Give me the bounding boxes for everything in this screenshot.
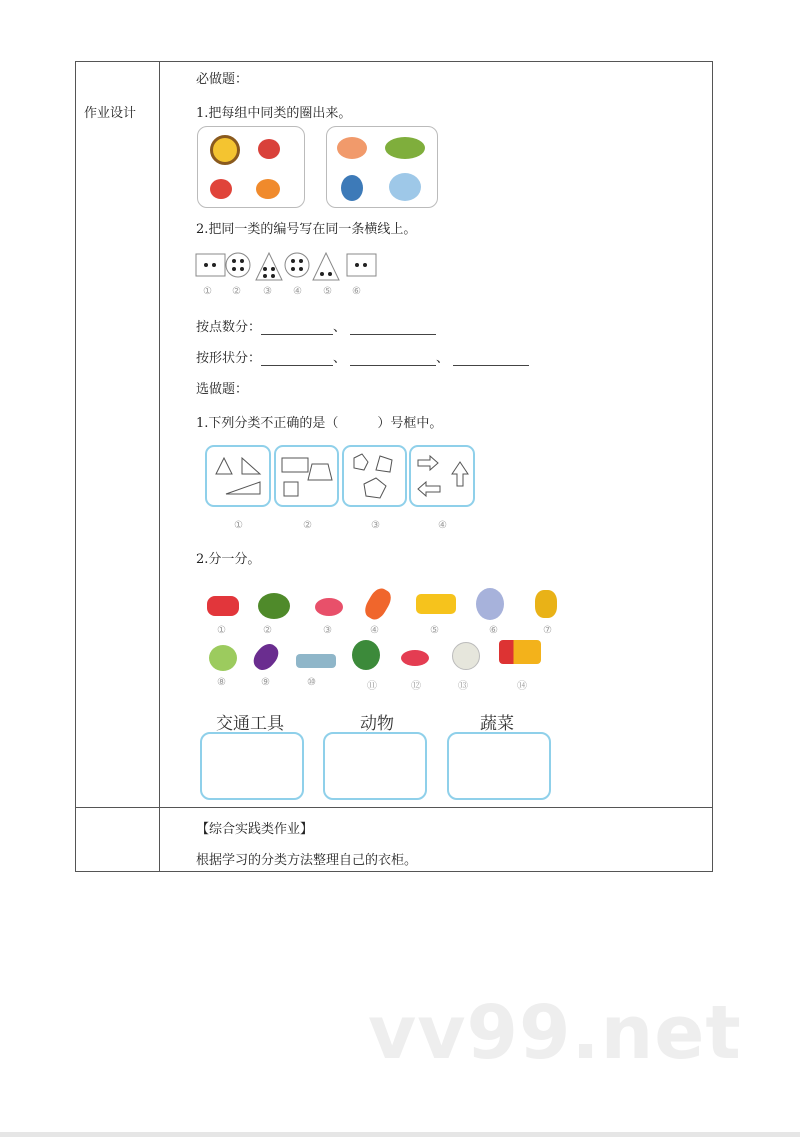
answer-blank[interactable]	[350, 322, 436, 335]
scooter-icon	[315, 598, 343, 616]
cabbage-icon	[209, 645, 237, 671]
by-shape-row	[196, 347, 529, 366]
item-number: ⑥	[489, 625, 498, 636]
category-box-transport[interactable]	[200, 732, 304, 800]
apple-icon	[210, 179, 232, 199]
category-box-vegetables[interactable]	[447, 732, 551, 800]
turtle-icon	[258, 593, 290, 619]
shape-number: ⑥	[352, 286, 361, 297]
ship-icon	[296, 654, 336, 668]
elephant-icon	[476, 588, 504, 620]
optional-heading: 选做题：	[196, 382, 249, 397]
circle-four-dots	[226, 253, 250, 277]
item-number: ⑭	[517, 681, 527, 692]
answer-blank[interactable]	[350, 353, 436, 366]
box-number: ①	[234, 520, 243, 531]
separator: 、	[436, 351, 450, 366]
required-heading: 必做题：	[196, 72, 249, 87]
rectangle-two-dots	[347, 254, 376, 276]
box-number: ③	[371, 520, 380, 531]
answer-blank[interactable]	[453, 353, 529, 366]
dolphin-icon	[341, 175, 363, 201]
triangle-four-dots	[256, 253, 282, 280]
rooster-icon	[352, 640, 380, 670]
peach-icon	[258, 139, 280, 159]
watermark: vv99.net	[368, 990, 742, 1076]
item-number: ⑧	[217, 677, 226, 688]
carrot-icon	[361, 585, 394, 623]
car-icon	[207, 596, 239, 616]
persimmon-icon	[256, 179, 280, 199]
by-shape-label: 按形状分：	[196, 351, 262, 366]
shape-number: ③	[263, 286, 272, 297]
eggplant-icon	[249, 640, 282, 674]
pepper-icon	[535, 590, 557, 618]
item-number: ⑤	[430, 625, 439, 636]
item-number: ⑩	[307, 677, 316, 688]
item-number: ⑬	[458, 681, 468, 692]
sunflower-icon	[210, 135, 240, 165]
shape-classification-boxes	[204, 444, 478, 510]
truck-icon	[499, 640, 541, 664]
triangle-two-dots	[313, 253, 339, 280]
dot-shapes	[195, 250, 385, 284]
answer-blank[interactable]	[261, 353, 333, 366]
separator: 、	[333, 320, 347, 335]
item-number: ⑪	[367, 681, 377, 692]
by-dots-label: 按点数分：	[196, 320, 262, 335]
row-label: 作业设计	[84, 106, 137, 121]
item-number: ④	[370, 625, 379, 636]
sheep-icon	[452, 642, 480, 670]
elephant-icon	[389, 173, 421, 201]
separator: 、	[333, 351, 347, 366]
shape-number: ④	[293, 286, 302, 297]
item-number: ⑫	[411, 681, 421, 692]
shape-number: ①	[203, 286, 212, 297]
item-number: ⑨	[261, 677, 270, 688]
practice-heading: 【综合实践类作业】	[196, 822, 314, 837]
category-box-animals[interactable]	[323, 732, 427, 800]
shrimp-icon	[337, 137, 367, 159]
required-q1: 1.把每组中同类的圈出来。	[196, 106, 352, 121]
shape-number: ⑤	[323, 286, 332, 297]
category-label-transport: 交通工具	[216, 714, 284, 734]
circle-four-dots	[285, 253, 309, 277]
helicopter-icon	[401, 650, 429, 666]
optional-q2: 2.分一分。	[196, 552, 261, 567]
box-number: ④	[438, 520, 447, 531]
practice-text: 根据学习的分类方法整理自己的衣柜。	[196, 853, 418, 868]
page-bottom-edge	[0, 1132, 800, 1137]
category-label-animals: 动物	[360, 714, 394, 734]
bus-icon	[416, 594, 456, 614]
picture-group-animals	[326, 126, 438, 208]
rectangle-two-dots	[196, 254, 225, 276]
optional-q1: 1.下列分类不正确的是（ ）号框中。	[196, 416, 443, 431]
required-q2: 2.把同一类的编号写在同一条横线上。	[196, 222, 417, 237]
by-dots-row	[196, 316, 436, 335]
item-number: ②	[263, 625, 272, 636]
answer-blank[interactable]	[261, 322, 333, 335]
item-number: ①	[217, 625, 226, 636]
shape-number: ②	[232, 286, 241, 297]
item-number: ⑦	[543, 625, 552, 636]
picture-group-fruits	[197, 126, 305, 208]
category-label-vegetables: 蔬菜	[480, 714, 514, 734]
box-number: ②	[303, 520, 312, 531]
turtle-icon	[385, 137, 425, 159]
item-number: ③	[323, 625, 332, 636]
